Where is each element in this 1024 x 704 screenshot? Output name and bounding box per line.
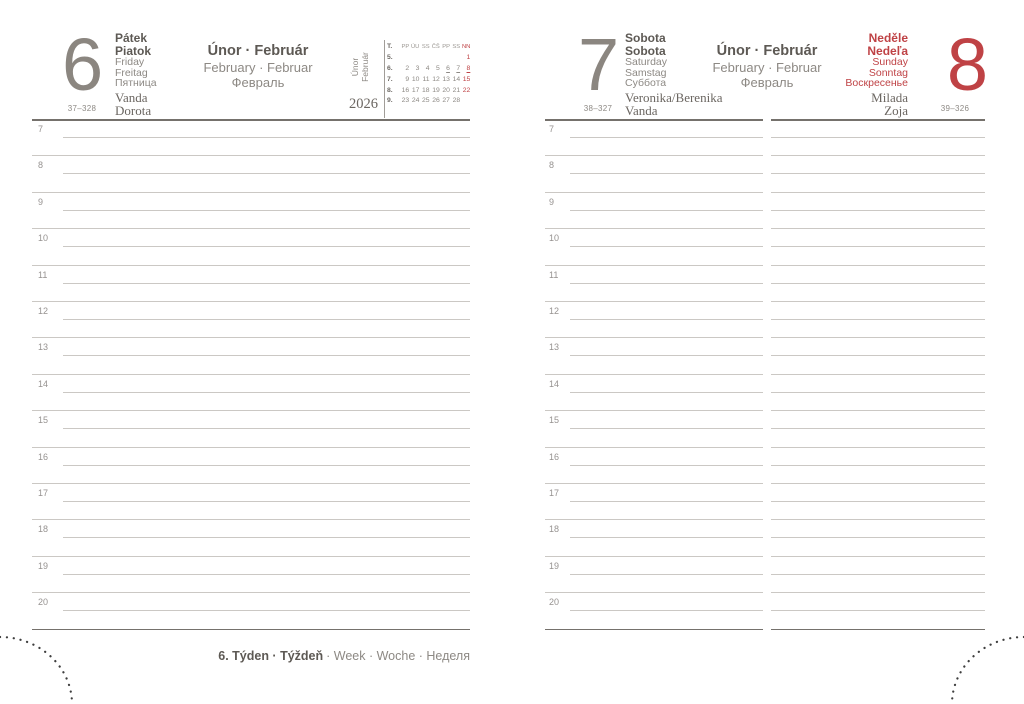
ruled-line — [771, 355, 985, 356]
name-day: Vanda — [115, 90, 148, 105]
ruled-line — [63, 246, 470, 247]
mini-cal-day: 8 — [466, 64, 471, 72]
ruled-line — [771, 556, 985, 557]
ruled-line — [771, 301, 985, 302]
mini-cal-day — [400, 53, 410, 64]
ruled-line — [771, 374, 985, 375]
side-tab-month — [332, 35, 388, 99]
ruled-line — [771, 228, 985, 229]
week-label-regular: · Week · Woche · Неделя — [326, 649, 470, 663]
ruled-line — [570, 173, 763, 174]
ruled-line — [32, 447, 470, 448]
day-names-saturday — [625, 32, 667, 89]
ruled-line — [771, 246, 985, 247]
ruled-line — [32, 192, 470, 193]
hour-label: 15 — [549, 415, 560, 426]
hour-label: 20 — [549, 597, 560, 608]
ruled-line — [771, 265, 985, 266]
day-name-cz: Pátek — [115, 31, 148, 45]
hour-label: 17 — [38, 488, 49, 498]
page-border-line — [32, 119, 470, 121]
mini-cal-day: 16 — [401, 86, 410, 94]
mini-cal-day — [420, 53, 430, 64]
mini-cal-day: 15 — [462, 75, 471, 83]
ruled-line — [570, 355, 763, 356]
ruled-line — [570, 537, 763, 538]
mini-cal-day-header: NN — [461, 44, 471, 50]
ruled-line — [771, 610, 985, 611]
mini-cal-week-number: 6. — [387, 64, 393, 72]
mini-cal-day: 10 — [411, 75, 420, 83]
ruled-line — [771, 410, 985, 411]
month-title: Únor · Február — [716, 43, 818, 59]
ruled-line — [570, 501, 763, 502]
mini-cal-day: 11 — [422, 75, 430, 83]
name-days-friday — [115, 91, 151, 117]
mini-cal-day: 1 — [466, 53, 471, 61]
name-day: Veronika/Berenika — [625, 90, 723, 105]
ruled-line — [771, 592, 985, 593]
ruled-line — [771, 519, 985, 520]
hour-label: 7 — [38, 124, 44, 134]
hour-label: 19 — [38, 560, 49, 571]
ruled-line — [771, 483, 985, 484]
mini-cal-day — [431, 53, 441, 64]
hour-label: 7 — [549, 124, 555, 134]
ruled-line — [570, 610, 763, 611]
hour-label: 16 — [549, 451, 560, 462]
hour-label: 8 — [549, 160, 555, 171]
day-name-sk: Nedeľa — [867, 43, 908, 58]
mini-cal-day: 24 — [411, 97, 420, 105]
mini-cal-day: 27 — [442, 97, 450, 105]
ruled-line — [63, 355, 470, 356]
ruled-line — [771, 337, 985, 338]
ruled-line — [32, 265, 470, 266]
day-of-year-sunday: 39–326 — [940, 104, 970, 113]
mini-cal-day: 22 — [462, 86, 471, 94]
name-day: Zoja — [884, 103, 908, 118]
mini-cal-day-header: PP — [401, 44, 410, 50]
mini-cal-day: 14 — [452, 75, 461, 83]
mini-cal-day: 6 — [446, 64, 450, 72]
month-header-left — [158, 44, 358, 90]
week-label-bold: 6. Týden · Týždeň — [218, 649, 324, 663]
mini-cal-day: 13 — [442, 75, 450, 83]
month-title: Únor · Február — [207, 43, 309, 59]
ruled-line — [570, 574, 763, 575]
hour-label: 20 — [38, 597, 49, 608]
ruled-line — [63, 465, 470, 466]
mini-cal-week-number: 8. — [387, 86, 393, 94]
ruled-line — [570, 465, 763, 466]
ruled-line — [32, 592, 470, 593]
ruled-line — [32, 155, 470, 156]
mini-cal-day: 20 — [442, 86, 450, 94]
ruled-line — [570, 283, 763, 284]
day-name-de: Sonntag — [868, 66, 908, 79]
hour-label: 12 — [38, 306, 49, 316]
ruled-line — [771, 501, 985, 502]
ruled-line — [570, 137, 763, 138]
mini-cal-day — [451, 53, 461, 64]
day-name-cz: Neděle — [868, 31, 908, 45]
mini-cal-day: 12 — [432, 75, 440, 83]
ruled-line — [570, 392, 763, 393]
ruled-line — [32, 228, 470, 229]
hour-label: 9 — [38, 196, 44, 207]
ruled-line — [771, 173, 985, 174]
day-of-year-saturday: 38–327 — [583, 104, 613, 113]
hour-label: 10 — [549, 233, 560, 244]
ruled-line — [570, 428, 763, 429]
page-border-line — [771, 119, 985, 121]
ruled-line — [545, 447, 763, 448]
ruled-line — [63, 173, 470, 174]
ruled-line — [570, 319, 763, 320]
mini-cal-day — [410, 53, 420, 64]
ruled-line — [771, 392, 985, 393]
ruled-line — [32, 519, 470, 520]
page-border-line — [32, 629, 470, 631]
hour-label: 16 — [38, 451, 49, 462]
day-name-en: Saturday — [625, 56, 668, 68]
ruled-line — [32, 301, 470, 302]
hour-label: 13 — [549, 342, 560, 353]
day-name-ru: Пятница — [115, 77, 157, 90]
day-number-friday: 6 — [62, 23, 102, 106]
ruled-line — [32, 410, 470, 411]
footer-week-label — [170, 649, 470, 663]
day-name-de: Freitag — [115, 66, 148, 79]
day-number-saturday: 7 — [578, 23, 618, 106]
name-day: Milada — [871, 90, 908, 105]
ruled-line — [63, 537, 470, 538]
mini-cal-day-header: PP — [442, 44, 450, 50]
mini-cal-day-header: ČŠ — [431, 44, 440, 50]
mini-cal-day: 25 — [422, 97, 430, 105]
day-name-ru: Воскресенье — [845, 77, 908, 90]
ruled-line — [771, 319, 985, 320]
ruled-line — [63, 392, 470, 393]
ruled-line — [771, 537, 985, 538]
mini-cal-week-number: 9. — [387, 97, 393, 105]
ruled-line — [771, 192, 985, 193]
ruled-line — [545, 228, 763, 229]
name-day: Dorota — [115, 103, 152, 118]
day-names-friday — [115, 32, 157, 89]
ruled-line — [63, 210, 470, 211]
hour-label: 8 — [38, 160, 44, 171]
name-day: Vanda — [625, 103, 658, 118]
hour-label: 10 — [38, 233, 49, 244]
month-subtitle: February · Februar — [203, 59, 313, 75]
ruled-line — [545, 592, 763, 593]
mini-cal-day: 2 — [405, 64, 410, 72]
month-russian: Февраль — [740, 74, 794, 90]
ruled-line — [771, 283, 985, 284]
hour-label: 18 — [549, 524, 560, 535]
ruled-line — [545, 374, 763, 375]
ruled-line — [545, 483, 763, 484]
mini-cal-day: 4 — [425, 64, 430, 72]
ruled-line — [32, 556, 470, 557]
mini-cal-week-number: 7. — [387, 75, 393, 83]
ruled-line — [570, 246, 763, 247]
ruled-line — [545, 410, 763, 411]
mini-cal-day: 7 — [456, 64, 461, 72]
ruled-line — [545, 192, 763, 193]
mini-cal-day: 5 — [435, 64, 440, 72]
day-name-cz: Sobota — [625, 31, 666, 45]
mini-cal-week-col-header: T. — [387, 43, 393, 50]
corner-perforation-right — [934, 624, 1024, 704]
hour-label: 12 — [549, 306, 560, 316]
ruled-line — [63, 428, 470, 429]
hour-label: 18 — [38, 524, 49, 535]
day-name-de: Samstag — [625, 66, 667, 79]
ruled-line — [32, 374, 470, 375]
mini-cal-day — [441, 53, 451, 64]
corner-perforation-left — [0, 624, 90, 704]
mini-cal-day: 23 — [401, 97, 410, 105]
day-name-en: Friday — [115, 56, 145, 68]
day-name-sk: Piatok — [115, 43, 152, 58]
ruled-line — [771, 428, 985, 429]
ruled-line — [545, 301, 763, 302]
hour-label: 15 — [38, 415, 49, 426]
ruled-line — [771, 210, 985, 211]
mini-cal-day: 21 — [452, 86, 461, 94]
ruled-line — [32, 483, 470, 484]
hour-label: 11 — [38, 269, 48, 280]
ruled-line — [63, 610, 470, 611]
day-number-sunday: 8 — [946, 23, 986, 106]
year-label: 2026 — [349, 96, 378, 112]
ruled-line — [771, 465, 985, 466]
ruled-line — [63, 283, 470, 284]
mini-cal-day: 9 — [405, 75, 410, 83]
ruled-line — [545, 519, 763, 520]
mini-cal-day: 17 — [411, 86, 420, 94]
ruled-line — [771, 137, 985, 138]
tab-month-sk: Február — [360, 52, 370, 82]
day-name-sk: Sobota — [625, 43, 666, 58]
mini-cal-day-header: ÚU — [411, 44, 420, 50]
day-of-year-friday: 37–328 — [67, 104, 97, 113]
ruled-line — [63, 319, 470, 320]
day-name-ru: Суббота — [625, 77, 667, 90]
tab-divider-line — [384, 40, 385, 118]
ruled-line — [63, 137, 470, 138]
ruled-line — [32, 337, 470, 338]
mini-cal-day: 26 — [432, 97, 440, 105]
hour-label: 17 — [549, 488, 560, 498]
hour-label: 13 — [38, 342, 49, 353]
month-russian: Февраль — [231, 74, 285, 90]
ruled-line — [545, 556, 763, 557]
ruled-line — [771, 155, 985, 156]
mini-cal-day-header: SS — [421, 44, 430, 50]
hour-label: 11 — [549, 269, 559, 280]
page-border-line — [545, 629, 763, 631]
hour-label: 14 — [549, 378, 560, 389]
mini-cal-day: 19 — [432, 86, 440, 94]
name-days-saturday — [625, 91, 722, 117]
page-border-line — [545, 119, 763, 121]
day-names-sunday — [758, 32, 908, 89]
tab-month-cz: Únor — [350, 57, 360, 77]
mini-cal-week-number: 5. — [387, 53, 393, 61]
month-subtitle: February · Februar — [712, 59, 822, 75]
ruled-line — [771, 574, 985, 575]
ruled-line — [771, 447, 985, 448]
mini-cal-day: 28 — [452, 97, 461, 105]
ruled-line — [63, 501, 470, 502]
ruled-line — [545, 337, 763, 338]
ruled-line — [545, 155, 763, 156]
name-days-sunday — [758, 91, 908, 117]
hour-label: 9 — [549, 196, 555, 207]
ruled-line — [570, 210, 763, 211]
hour-label: 14 — [38, 378, 49, 389]
mini-calendar — [387, 42, 471, 107]
mini-cal-day: 3 — [415, 64, 420, 72]
ruled-line — [545, 265, 763, 266]
mini-cal-day-header: SS — [452, 44, 461, 50]
ruled-line — [63, 574, 470, 575]
day-name-en: Sunday — [872, 56, 908, 68]
hour-label: 19 — [549, 560, 560, 571]
mini-cal-day: 18 — [422, 86, 430, 94]
